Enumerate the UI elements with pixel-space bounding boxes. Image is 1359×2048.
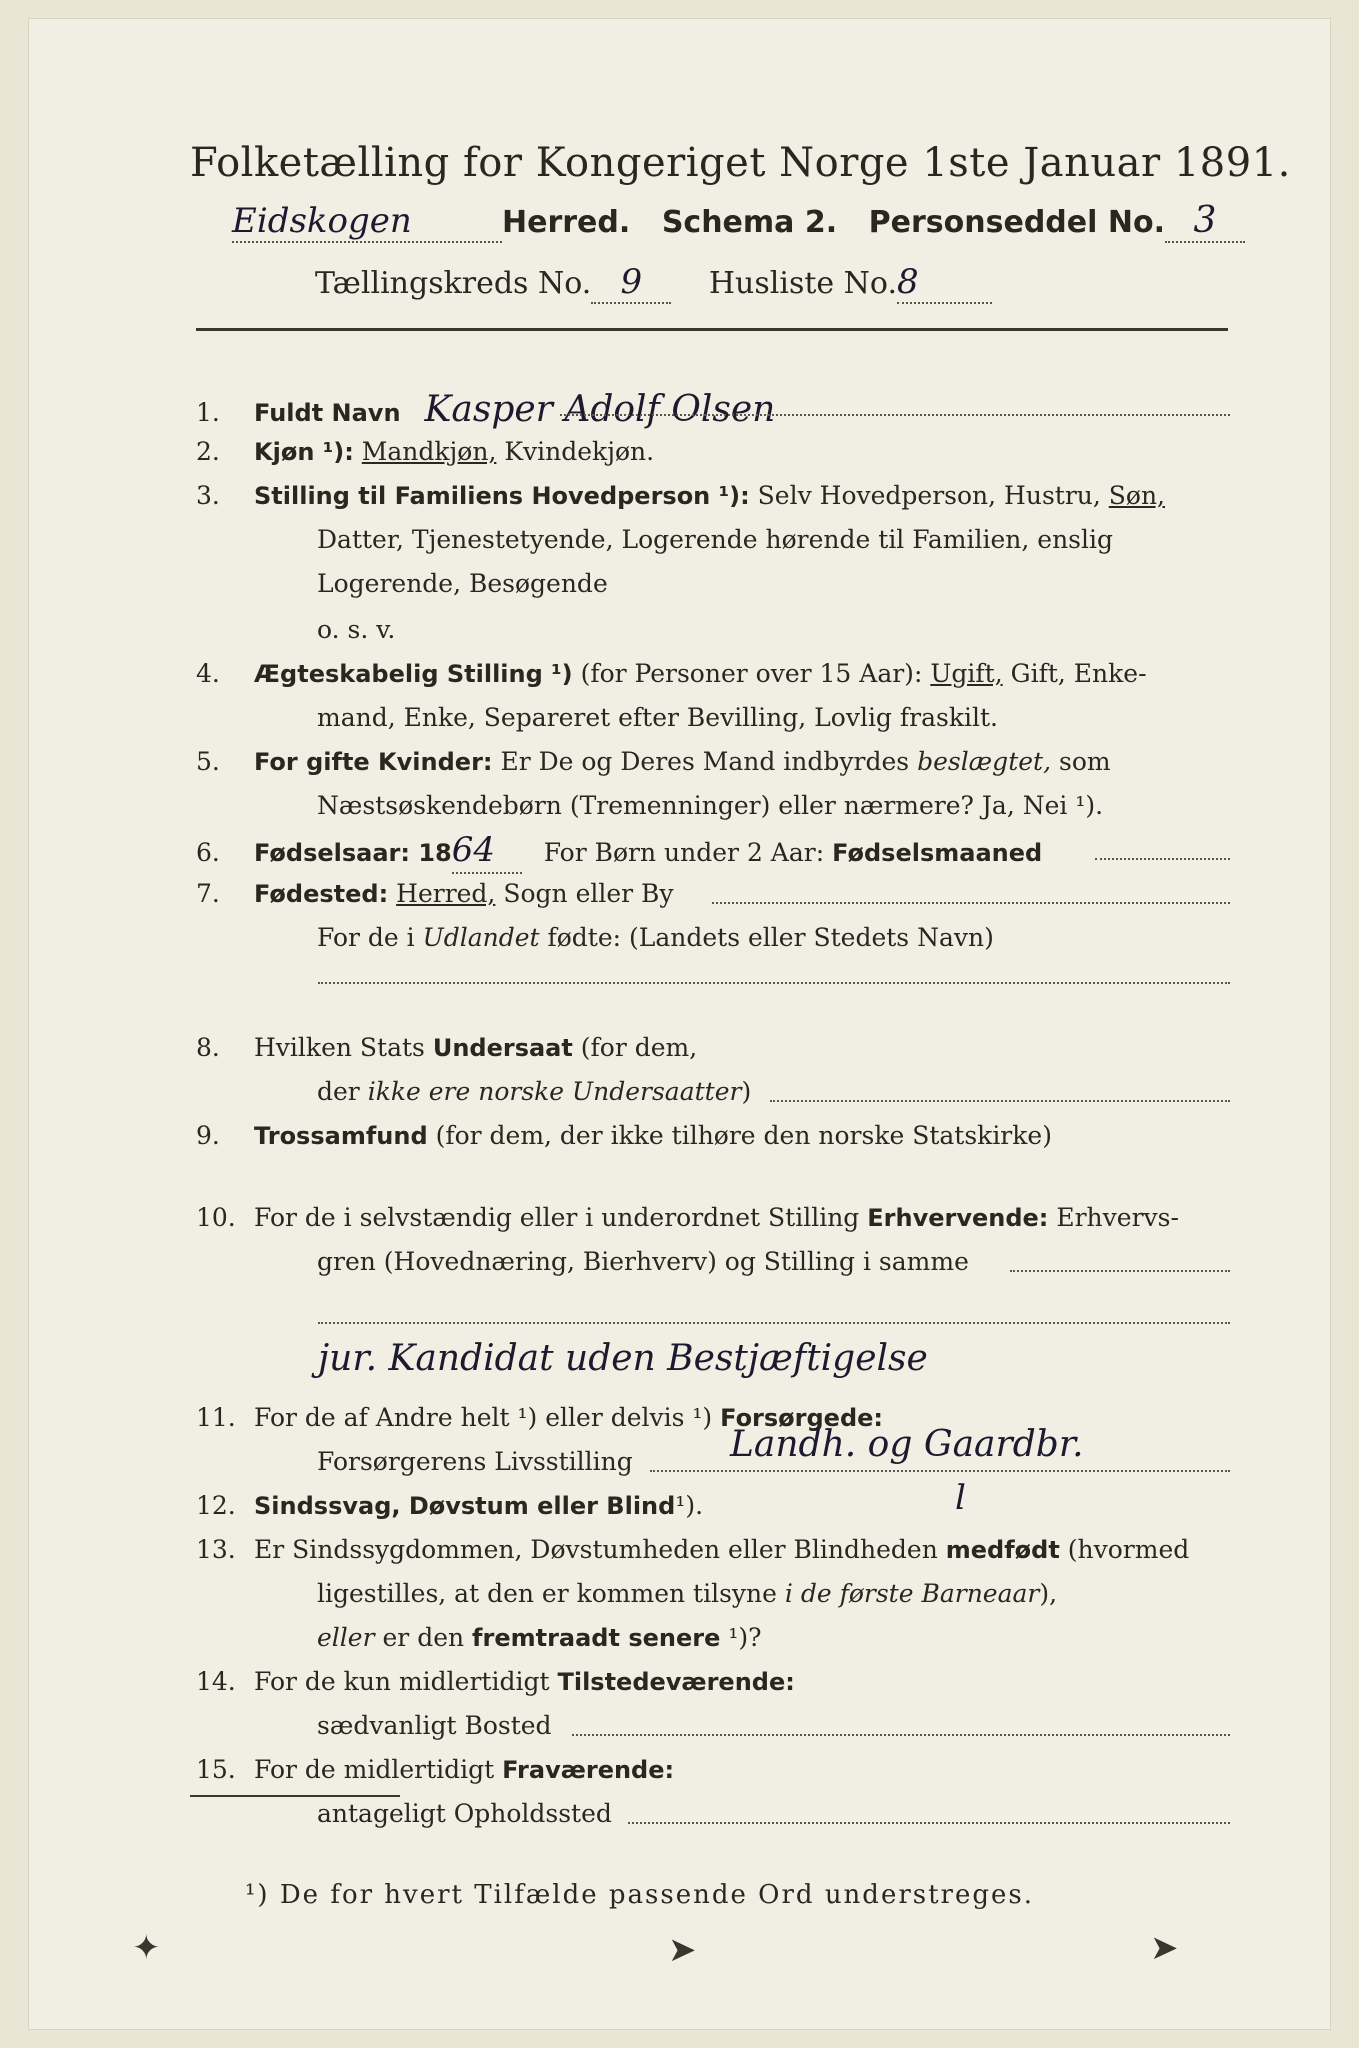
registration-mark-right-icon: ➤ <box>1150 1928 1179 1968</box>
item-8 <box>196 1026 1236 1070</box>
bosted-dotline <box>572 1734 1230 1736</box>
abroad-dotline <box>318 982 1230 984</box>
item-text: (for Personer over 15 Aar): <box>580 659 923 688</box>
item-text: som <box>1058 747 1111 776</box>
marital-ugift-underlined: Ugift, <box>930 659 1003 688</box>
kreds-line <box>315 262 992 304</box>
item-number: 4. <box>196 659 220 688</box>
form-title: Folketælling for Kongeriget Norge 1ste Januar 1891. <box>190 140 1291 186</box>
item-text: ), <box>1039 1579 1058 1608</box>
item-13-line2 <box>196 1572 1357 1616</box>
item-number: 6. <box>196 838 220 867</box>
item-label: Fødselsmaaned <box>832 839 1043 867</box>
item-3-line4: o. s. v. <box>317 615 396 644</box>
item-label: Trossamfund <box>254 1122 428 1150</box>
kreds-value: 9 <box>591 262 671 304</box>
item-text: fødte: (Landets eller Stedets Navn) <box>547 923 994 952</box>
item-text: (for dem, der ikke tilhøre den norske Statskirke) <box>435 1121 1052 1150</box>
item-text: ligestilles, at den er kommen tilsyne <box>317 1579 777 1608</box>
item-text-italic: i de første Barneaar <box>784 1579 1040 1608</box>
occupation-dotline-1 <box>1010 1270 1230 1272</box>
registration-mark-center-icon: ➤ <box>668 1930 697 1970</box>
item-label: Kjøn ¹): <box>254 438 354 466</box>
item-text: Gift, Enke- <box>1010 659 1147 688</box>
item-label: Fuldt Navn <box>254 399 401 427</box>
item-9 <box>196 1114 1236 1158</box>
birthplace-dotline <box>712 902 1230 904</box>
item-text: For de kun midlertidigt <box>254 1667 550 1696</box>
herred-value: Eidskogen <box>232 201 502 243</box>
item-label: Ægteskabelig Stilling ¹) <box>254 660 573 688</box>
item-8-line2 <box>196 1070 1357 1114</box>
item-13-line3 <box>196 1616 1357 1660</box>
item-text: Hvilken Stats <box>254 1033 425 1062</box>
item-text: For de i selvstændig eller i underordnet Stilling <box>254 1203 860 1232</box>
item-number: 5. <box>196 747 220 776</box>
provider-occupation-value: Landh. og Gaardbr. <box>730 1424 1084 1465</box>
opholdssted-dotline <box>628 1822 1230 1824</box>
personseddel-value: 3 <box>1165 200 1245 243</box>
full-name-value: Kasper Adolf Olsen <box>424 389 776 430</box>
item-text: For de af Andre helt ¹) eller delvis ¹) <box>254 1403 713 1432</box>
item-number: 14. <box>196 1667 236 1696</box>
item-4 <box>196 652 1236 696</box>
name-dotline <box>560 414 1230 416</box>
item-label: Tilstedeværende: <box>557 1668 795 1696</box>
item-label: Undersaat <box>432 1034 573 1062</box>
item-number: 13. <box>196 1535 236 1564</box>
item-text-italic: Udlandet <box>422 923 540 952</box>
item-label: medfødt <box>945 1536 1060 1564</box>
schema-label: Schema 2. <box>661 205 838 240</box>
provider-dotline <box>650 1470 1230 1472</box>
item-text: For Børn under 2 Aar: <box>543 838 825 867</box>
item-5-line2: Næstsøskendebørn (Tremenninger) eller nærmere? Ja, Nei ¹). <box>317 791 1104 820</box>
item-label: Fødselsaar: 18 <box>254 839 452 867</box>
item-number: 9. <box>196 1121 220 1150</box>
item-text: der <box>317 1077 360 1106</box>
item-label: Forsørgede: <box>720 1404 884 1432</box>
item-text: For de midlertidigt <box>254 1755 495 1784</box>
item-label: Erhvervende: <box>867 1204 1049 1232</box>
item-3 <box>196 474 1236 518</box>
item-text: ¹). <box>675 1491 704 1520</box>
disability-mark: l <box>955 1478 966 1518</box>
personseddel-label: Personseddel No. <box>868 205 1165 240</box>
relation-son-underlined: Søn, <box>1108 481 1166 510</box>
item-3-line3: Logerende, Besøgende <box>317 569 608 598</box>
item-14 <box>196 1660 1236 1704</box>
item-number: 12. <box>196 1491 236 1520</box>
item-text: (for dem, <box>580 1033 698 1062</box>
herred-line <box>232 200 1245 243</box>
item-number: 7. <box>196 879 220 908</box>
item-10-line2: gren (Hovednæring, Bierhverv) og Stilling i samme <box>317 1247 969 1276</box>
item-12 <box>196 1484 1236 1528</box>
item-15 <box>196 1748 1236 1792</box>
item-number: 15. <box>196 1755 236 1784</box>
item-text: Selv Hovedperson, Hustru, <box>757 481 1101 510</box>
occupation-value: jur. Kandidat uden Bestjæftigelse <box>318 1338 928 1379</box>
item-6 <box>196 828 1236 875</box>
item-7-line2 <box>196 916 1357 960</box>
item-label: fremtraadt senere <box>472 1624 721 1652</box>
footnote: ¹) De for hvert Tilfælde passende Ord understreges. <box>245 1880 1035 1910</box>
item-number: 3. <box>196 481 220 510</box>
occupation-dotline-2 <box>318 1322 1230 1324</box>
item-text: Er De og Deres Mand indbyrdes <box>500 747 910 776</box>
undersaat-dotline <box>770 1100 1230 1102</box>
item-number: 2. <box>196 437 220 466</box>
item-text-italic: ikke ere norske Undersaatter <box>367 1077 742 1106</box>
item-15-line2: antageligt Opholdssted <box>317 1799 612 1828</box>
item-1 <box>196 388 1236 435</box>
item-7 <box>196 872 1236 916</box>
item-text: er den <box>382 1623 465 1652</box>
birthplace-herred-underlined: Herred, <box>396 879 496 908</box>
item-label: For gifte Kvinder: <box>254 748 493 776</box>
item-text-italic: eller <box>317 1623 375 1652</box>
month-dotline <box>1095 858 1230 860</box>
item-label: Stilling til Familiens Hovedperson ¹): <box>254 482 750 510</box>
item-number: 1. <box>196 398 220 427</box>
item-number: 11. <box>196 1403 236 1432</box>
kreds-label: Tællingskreds No. <box>315 266 592 301</box>
item-text: (hvormed <box>1067 1535 1190 1564</box>
sex-male-underlined: Mandkjøn, <box>361 437 497 466</box>
husliste-value: 8 <box>897 262 992 304</box>
item-text: Erhvervs- <box>1056 1203 1179 1232</box>
header-rule <box>196 328 1228 331</box>
item-11-line2: Forsørgerens Livsstilling <box>317 1447 633 1476</box>
item-number: 10. <box>196 1203 236 1232</box>
item-14-line2: sædvanligt Bosted <box>317 1711 552 1740</box>
item-text: Er Sindssygdommen, Døvstumheden eller Blindheden <box>254 1535 938 1564</box>
item-13 <box>196 1528 1236 1572</box>
sex-female: Kvindekjøn. <box>504 437 655 466</box>
item-number: 8. <box>196 1033 220 1062</box>
item-text: For de i <box>317 923 415 952</box>
item-3-line2: Datter, Tjenestetyende, Logerende hørende til Familien, enslig <box>317 525 1114 554</box>
item-text: ) <box>741 1077 752 1106</box>
birth-year-value: 64 <box>452 828 522 874</box>
item-10 <box>196 1196 1236 1240</box>
item-text: Sogn eller By <box>503 879 674 908</box>
registration-mark-left-icon: ✦ <box>132 1928 161 1968</box>
item-text: ¹)? <box>728 1623 762 1652</box>
herred-label: Herred. <box>502 205 631 240</box>
item-label: Fødested: <box>254 880 389 908</box>
item-2 <box>196 430 1236 474</box>
item-5 <box>196 740 1236 784</box>
item-text-italic: beslægtet, <box>917 747 1052 776</box>
item-label: Sindssvag, Døvstum eller Blind <box>254 1492 676 1520</box>
item-label: Fraværende: <box>502 1756 675 1784</box>
item-4-line2: mand, Enke, Separeret efter Bevilling, Lovlig fraskilt. <box>317 703 998 732</box>
husliste-label: Husliste No. <box>708 266 898 301</box>
